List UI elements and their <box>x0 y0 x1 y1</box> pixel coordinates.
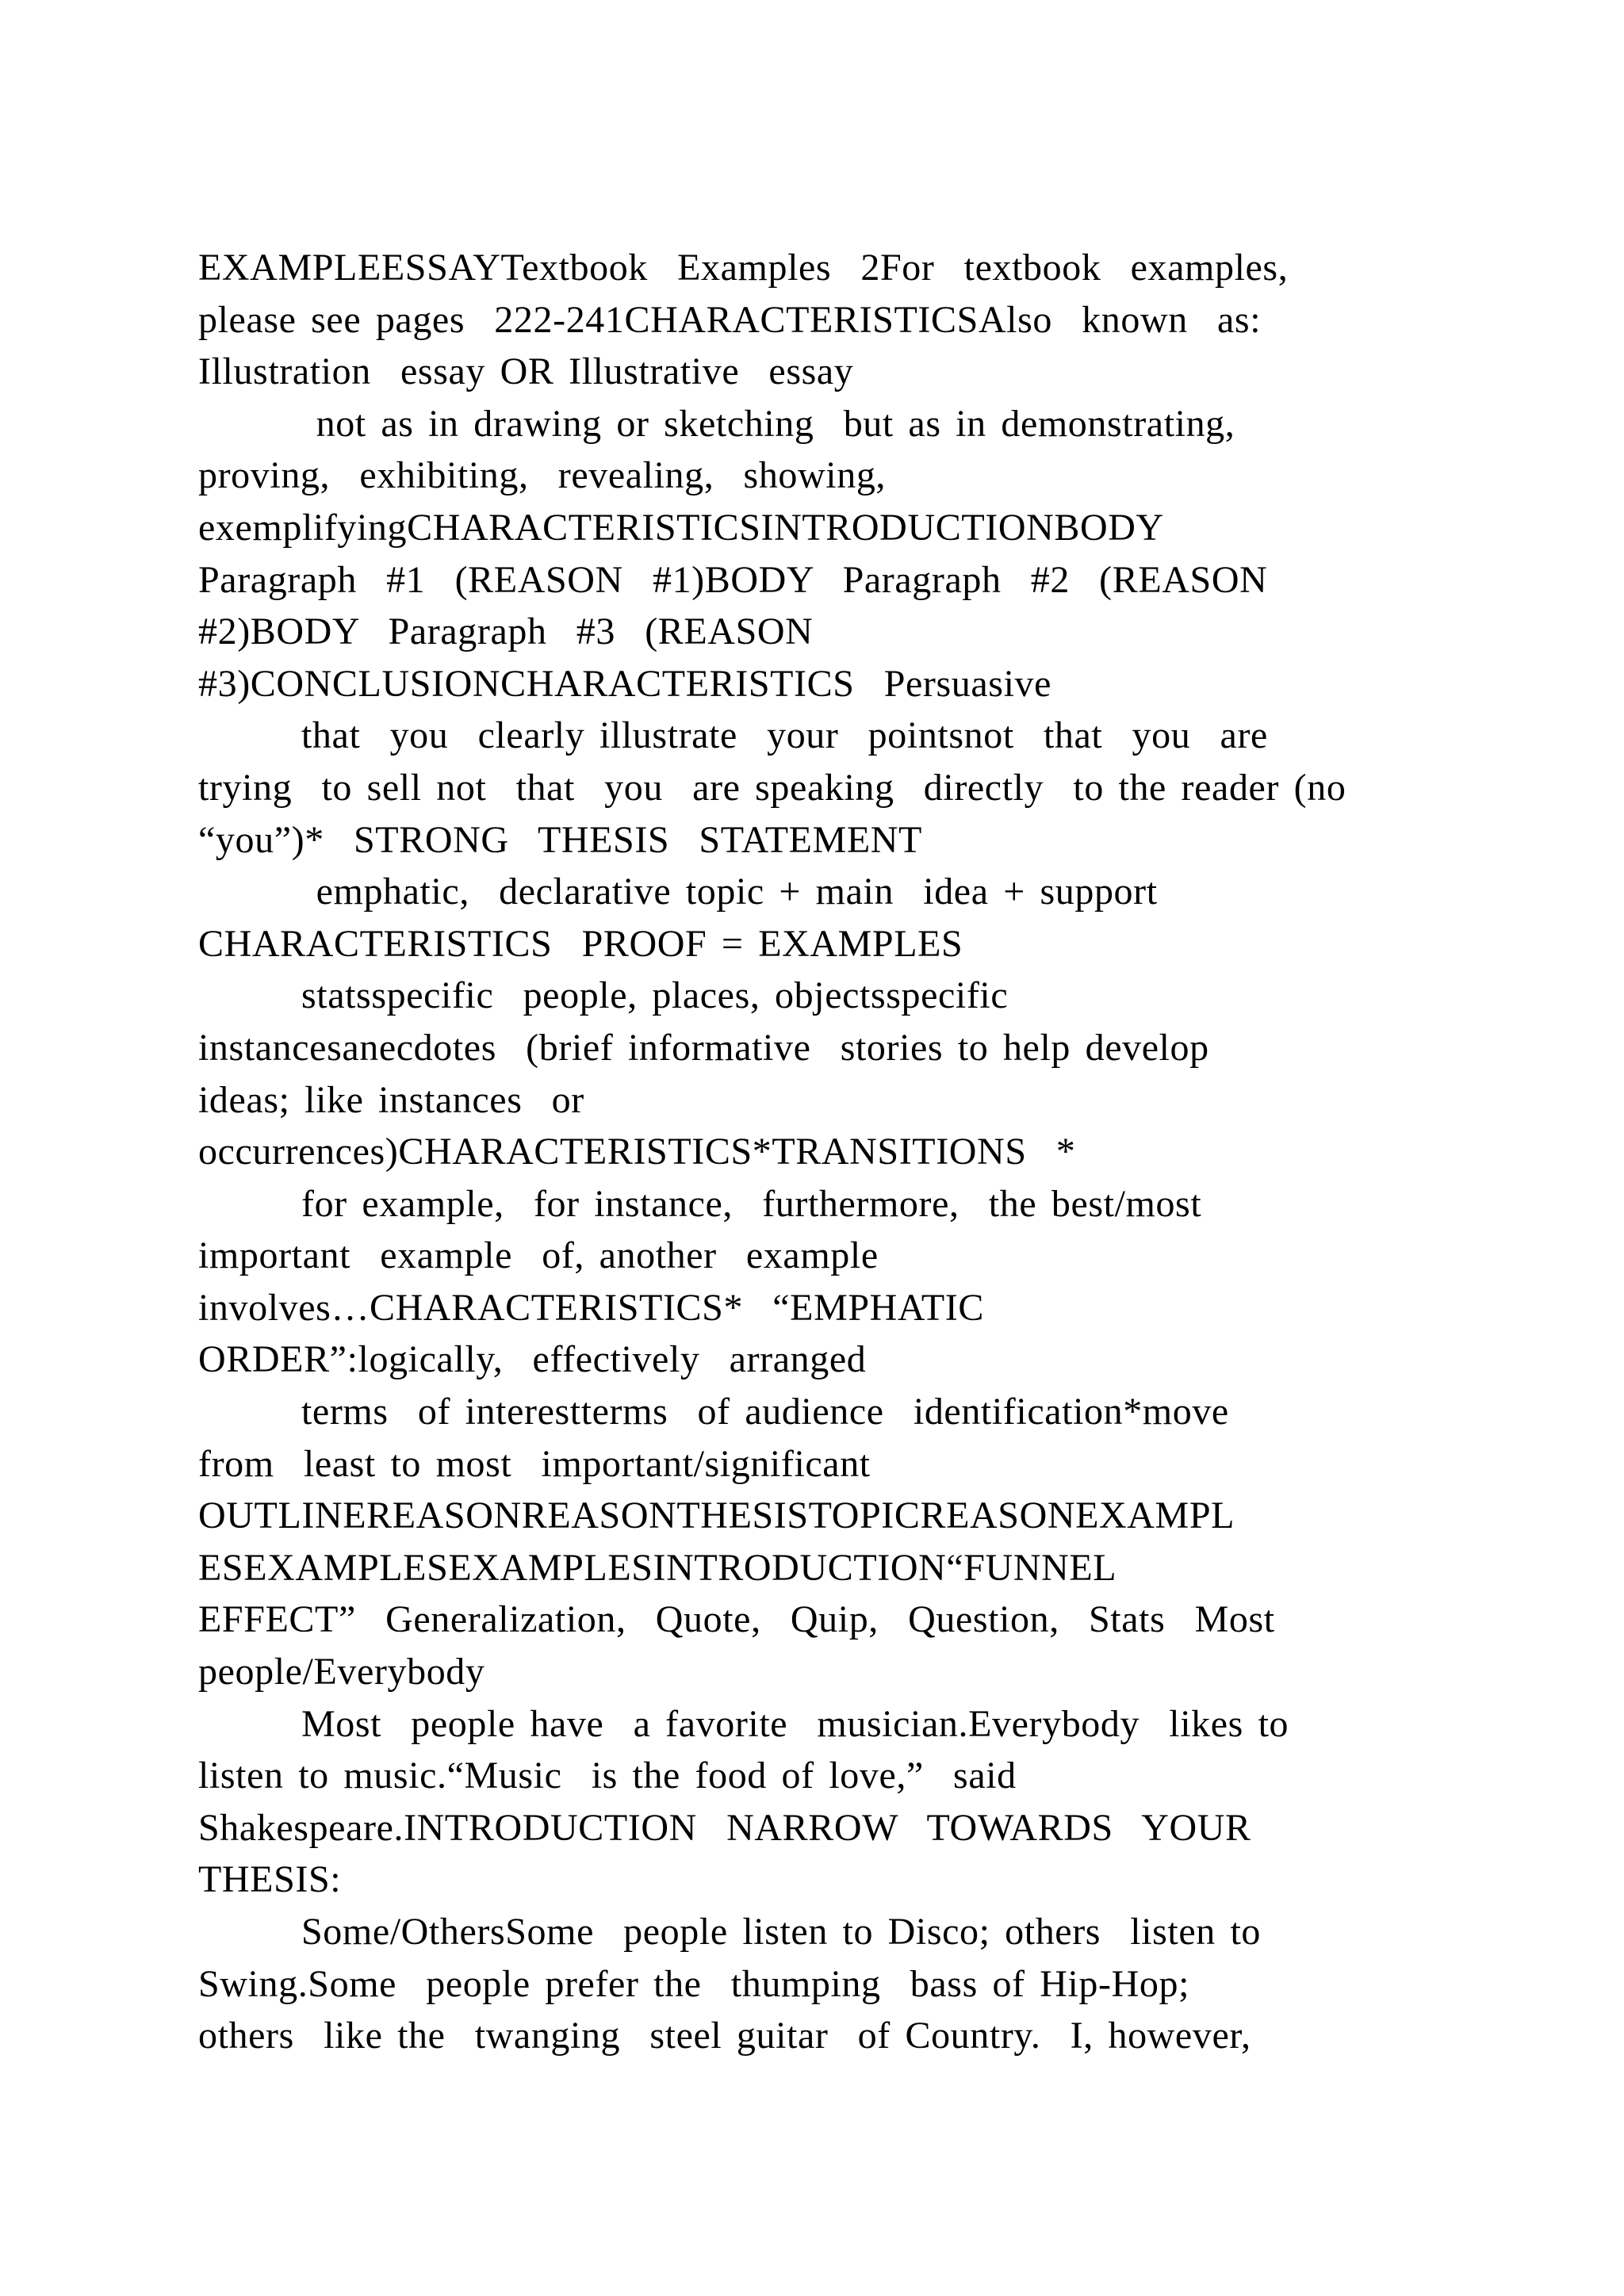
text-line: Some/OthersSome people listen to Disco; others listen to <box>301 1911 1262 1953</box>
text-line: EXAMPLEESSAYTextbook Examples 2For textbook examples, <box>198 247 1289 289</box>
text-line: Swing.Some people prefer the thumping bass of Hip-Hop; <box>198 1962 1190 2005</box>
text-line: others like the twanging steel guitar of Country. I, however, <box>198 2015 1251 2057</box>
text-line: CHARACTERISTICS PROOF = EXAMPLES <box>198 922 963 965</box>
text-line: terms of interestterms of audience identification*move <box>301 1391 1229 1433</box>
text-line: please see pages 222-241CHARACTERISTICSAlso known as: <box>198 298 1262 341</box>
essay-text-body <box>198 242 1562 2062</box>
text-line: statsspecific people, places, objectsspecific <box>301 974 1009 1017</box>
text-line: emphatic, declarative topic + main idea + support <box>301 871 1158 913</box>
text-line: “you”)* STRONG THESIS STATEMENT <box>198 818 922 861</box>
text-line: Paragraph #1 (REASON #1)BODY Paragraph #2 (REASON <box>198 558 1268 601</box>
text-line: instancesanecdotes (brief informative stories to help develop <box>198 1026 1209 1069</box>
text-line: for example, for instance, furthermore, the best/most <box>301 1182 1202 1225</box>
text-line: ORDER”:logically, effectively arranged <box>198 1338 867 1381</box>
text-line: THESIS: <box>198 1858 342 1901</box>
text-line: ideas; like instances or <box>198 1078 584 1121</box>
text-line: Shakespeare.INTRODUCTION NARROW TOWARDS YOUR <box>198 1806 1251 1849</box>
text-line: OUTLINEREASONREASONTHESISTOPICREASONEXAMPL <box>198 1494 1235 1537</box>
text-line: not as in drawing or sketching but as in demonstrating, <box>301 402 1235 445</box>
text-line: #2)BODY Paragraph #3 (REASON <box>198 610 814 653</box>
text-line: #3)CONCLUSIONCHARACTERISTICS Persuasive <box>198 662 1052 705</box>
text-line: proving, exhibiting, revealing, showing, <box>198 454 887 497</box>
text-line: EFFECT” Generalization, Quote, Quip, Question, Stats Most <box>198 1598 1275 1641</box>
text-line: that you clearly illustrate your pointsnot that you are <box>301 714 1268 757</box>
text-line: Most people have a favorite musician.Everybody likes to <box>301 1702 1289 1745</box>
text-line: involves…CHARACTERISTICS* “EMPHATIC <box>198 1286 984 1329</box>
text-line: from least to most important/significant <box>198 1442 871 1485</box>
text-line: Illustration essay OR Illustrative essay <box>198 350 854 393</box>
text-line: people/Everybody <box>198 1651 485 1693</box>
text-line: ESEXAMPLESEXAMPLESINTRODUCTION“FUNNEL <box>198 1546 1117 1589</box>
text-line: listen to music.“Music is the food of love,” said <box>198 1755 1017 1797</box>
text-line: exemplifyingCHARACTERISTICSINTRODUCTIONBODY <box>198 506 1164 549</box>
text-line: trying to sell not that you are speaking directly to the reader (no <box>198 766 1346 809</box>
text-line: occurrences)CHARACTERISTICS*TRANSITIONS * <box>198 1131 1076 1173</box>
text-line: important example of, another example <box>198 1234 879 1277</box>
